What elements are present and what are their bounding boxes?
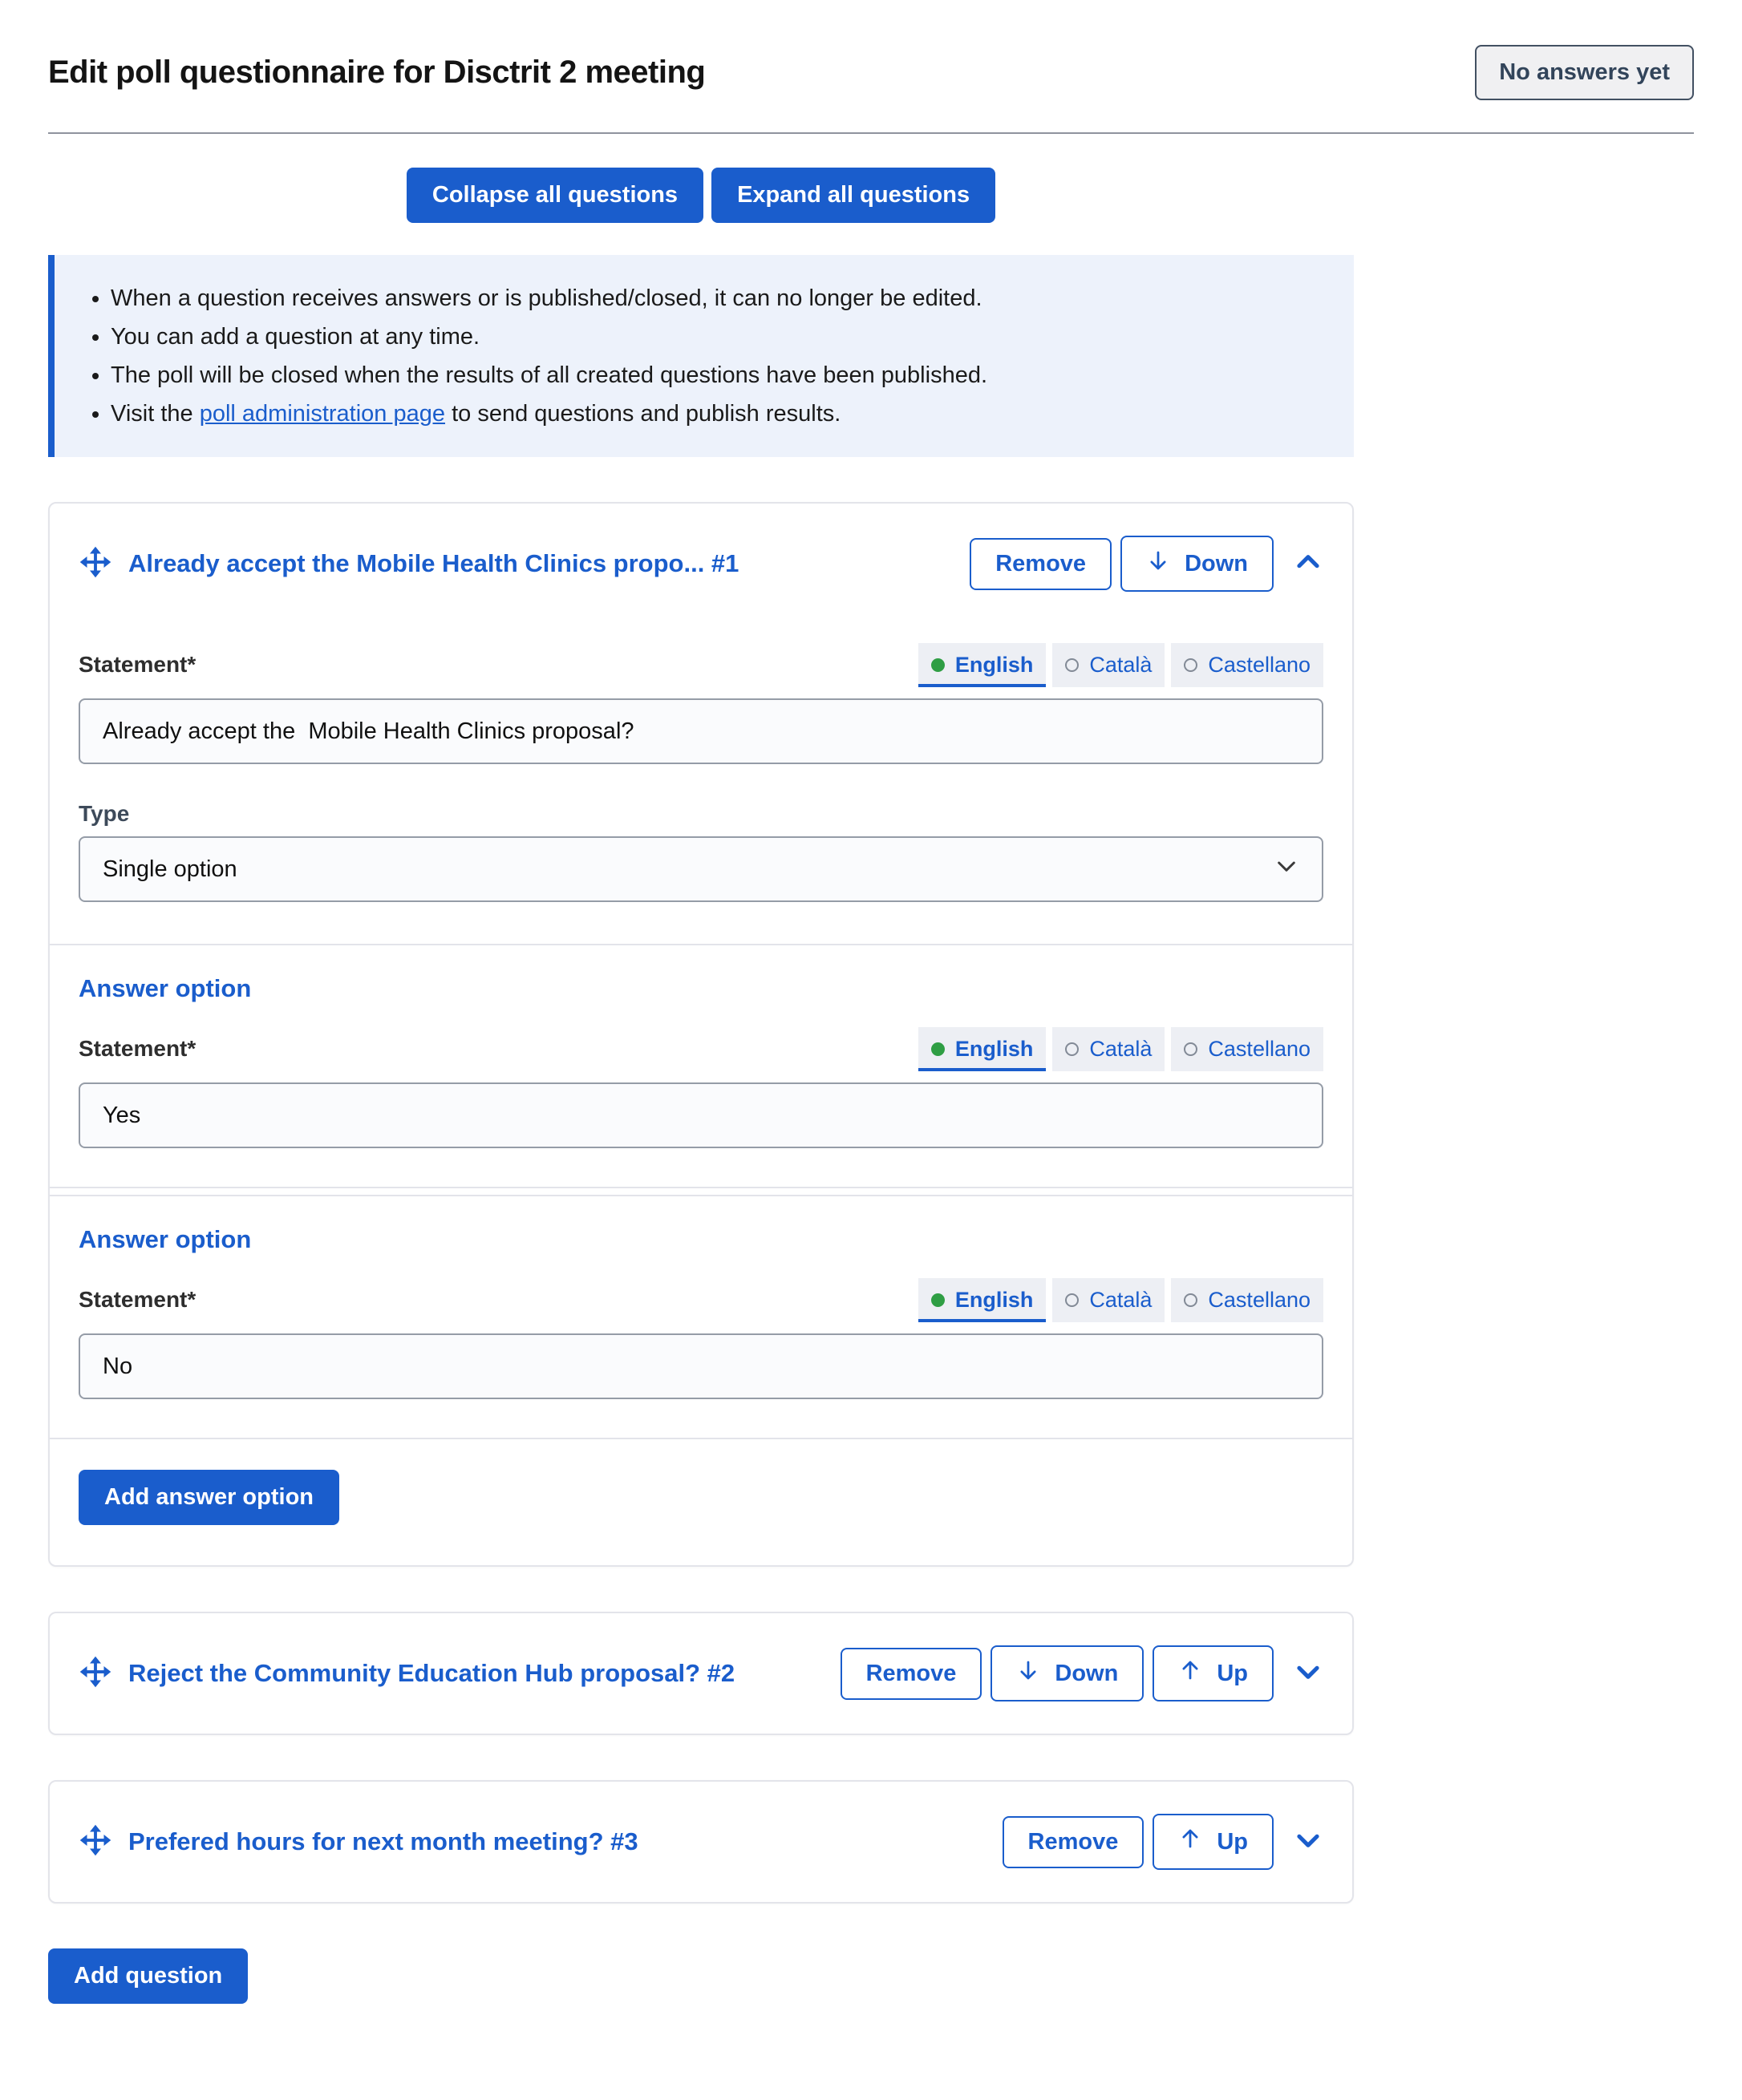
callout-item-text: to send questions and publish results. [445,401,841,427]
language-tab-english[interactable] [918,1278,1047,1322]
info-callout [48,255,1354,457]
move-down-label: Down [1055,1660,1119,1686]
move-up-button[interactable] [1153,1645,1274,1701]
question-2-header [50,1613,1352,1734]
question-title: Prefered hours for next month meeting? #3 [128,1827,638,1855]
hollow-dot-icon [1184,1042,1197,1056]
question-3-title-wrap [79,1823,638,1861]
answer-option-statement-input[interactable] [79,1333,1323,1399]
language-tab-label: Català [1089,1288,1153,1312]
move-up-label: Up [1217,1828,1248,1855]
question-1-actions [961,536,1323,592]
language-tabs [918,1027,1323,1071]
language-tabs [918,1278,1323,1322]
remove-question-button[interactable]: Remove [841,1648,982,1700]
callout-item: • The poll will be closed when the results of all created questions have been published. [111,356,1322,395]
language-tab-english[interactable] [918,643,1047,687]
collapse-question-toggle[interactable] [1293,547,1323,581]
question-title: Reject the Community Education Hub proposal? #2 [128,1659,735,1687]
language-tab-label: English [954,653,1034,677]
move-icon [79,545,112,583]
statement-field-head [79,643,1323,687]
answer-option-heading: Answer option [79,974,252,1002]
language-tab-castellano[interactable] [1171,1278,1323,1322]
answer-option-heading: Answer option [79,1225,252,1253]
question-card-1 [48,502,1354,1567]
add-question-area [48,1948,1354,2004]
language-tab-castellano[interactable] [1171,1027,1323,1071]
no-answers-badge: No answers yet [1475,45,1694,100]
remove-question-button[interactable]: Remove [970,538,1112,590]
answer-option-card-2 [50,1195,1352,1439]
answer-option-statement-input[interactable] [79,1082,1323,1148]
move-down-label: Down [1185,550,1248,577]
page-title: Edit poll questionnaire for Disctrit 2 meeting [48,55,706,90]
statement-label: Statement* [79,1036,196,1061]
question-statement-input[interactable] [79,698,1323,764]
callout-item-text: Visit the [111,401,200,427]
expand-question-toggle[interactable] [1293,1657,1323,1691]
chevron-down-icon [1293,1825,1323,1859]
info-callout-list [77,279,1322,433]
language-tab-label: Castellano [1208,653,1311,677]
language-tab-label: Castellano [1208,1288,1311,1312]
hollow-dot-icon [1184,658,1197,672]
type-select-value: Single option [103,856,237,882]
move-down-button[interactable] [991,1645,1144,1701]
hollow-dot-icon [1065,1042,1079,1056]
question-3-header [50,1782,1352,1902]
question-2-title-wrap [79,1655,735,1693]
question-title: Already accept the Mobile Health Clinics propo... #1 [128,549,739,577]
language-tab-catala[interactable] [1052,1027,1165,1071]
type-select[interactable] [79,836,1323,902]
hollow-dot-icon [1065,658,1079,672]
question-card-3 [48,1780,1354,1904]
arrow-down-icon [1146,548,1170,579]
page-header [48,45,1694,100]
filled-dot-icon [931,1293,945,1307]
filled-dot-icon [931,1042,945,1056]
language-tab-label: English [954,1037,1034,1061]
language-tab-label: English [954,1288,1034,1312]
callout-item [111,395,1322,433]
header-divider [48,132,1694,134]
move-handle[interactable] [79,1655,112,1693]
move-handle[interactable] [79,1823,112,1861]
expand-all-button[interactable]: Expand all questions [711,168,995,223]
remove-question-button[interactable]: Remove [1003,1816,1144,1868]
language-tab-english[interactable] [918,1027,1047,1071]
language-tab-castellano[interactable] [1171,643,1323,687]
hollow-dot-icon [1065,1293,1079,1307]
question-1-title-wrap [79,545,739,583]
type-label: Type [79,801,130,826]
chevron-down-icon [1274,853,1299,885]
add-answer-option-button[interactable]: Add answer option [79,1470,339,1525]
chevron-down-icon [1293,1657,1323,1691]
move-icon [79,1823,112,1861]
arrow-up-icon [1178,1827,1202,1857]
content-column [48,168,1354,2004]
language-tab-label: Castellano [1208,1037,1311,1061]
collapse-all-button[interactable]: Collapse all questions [407,168,703,223]
move-handle[interactable] [79,545,112,583]
move-up-button[interactable] [1153,1814,1274,1870]
poll-administration-link[interactable]: poll administration page [199,401,446,427]
filled-dot-icon [931,658,945,672]
question-1-body [50,598,1352,902]
language-tab-label: Català [1089,653,1153,677]
callout-item: • You can add a question at any time. [111,318,1322,356]
question-3-actions [994,1814,1324,1870]
statement-label: Statement* [79,1287,196,1312]
language-tabs [918,643,1323,687]
chevron-up-icon [1293,547,1323,581]
expand-question-toggle[interactable] [1293,1825,1323,1859]
statement-field-head [79,1278,1323,1322]
move-down-button[interactable] [1120,536,1274,592]
statement-field-head [79,1027,1323,1071]
add-question-button[interactable]: Add question [48,1948,248,2004]
language-tab-catala[interactable] [1052,1278,1165,1322]
question-1-header [50,504,1352,598]
question-card-2 [48,1612,1354,1735]
language-tab-label: Català [1089,1037,1153,1061]
move-icon [79,1655,112,1693]
questions-toolbar [48,168,1354,223]
move-up-label: Up [1217,1660,1248,1686]
answer-option-card-1 [50,944,1352,1188]
callout-item: • When a question receives answers or is published/closed, it can no longer be edited. [111,279,1322,318]
arrow-down-icon [1016,1658,1040,1689]
statement-label: Statement* [79,652,196,677]
add-answer-area [50,1439,1352,1565]
language-tab-catala[interactable] [1052,643,1165,687]
arrow-up-icon [1178,1658,1202,1689]
question-2-actions [832,1645,1323,1701]
hollow-dot-icon [1184,1293,1197,1307]
